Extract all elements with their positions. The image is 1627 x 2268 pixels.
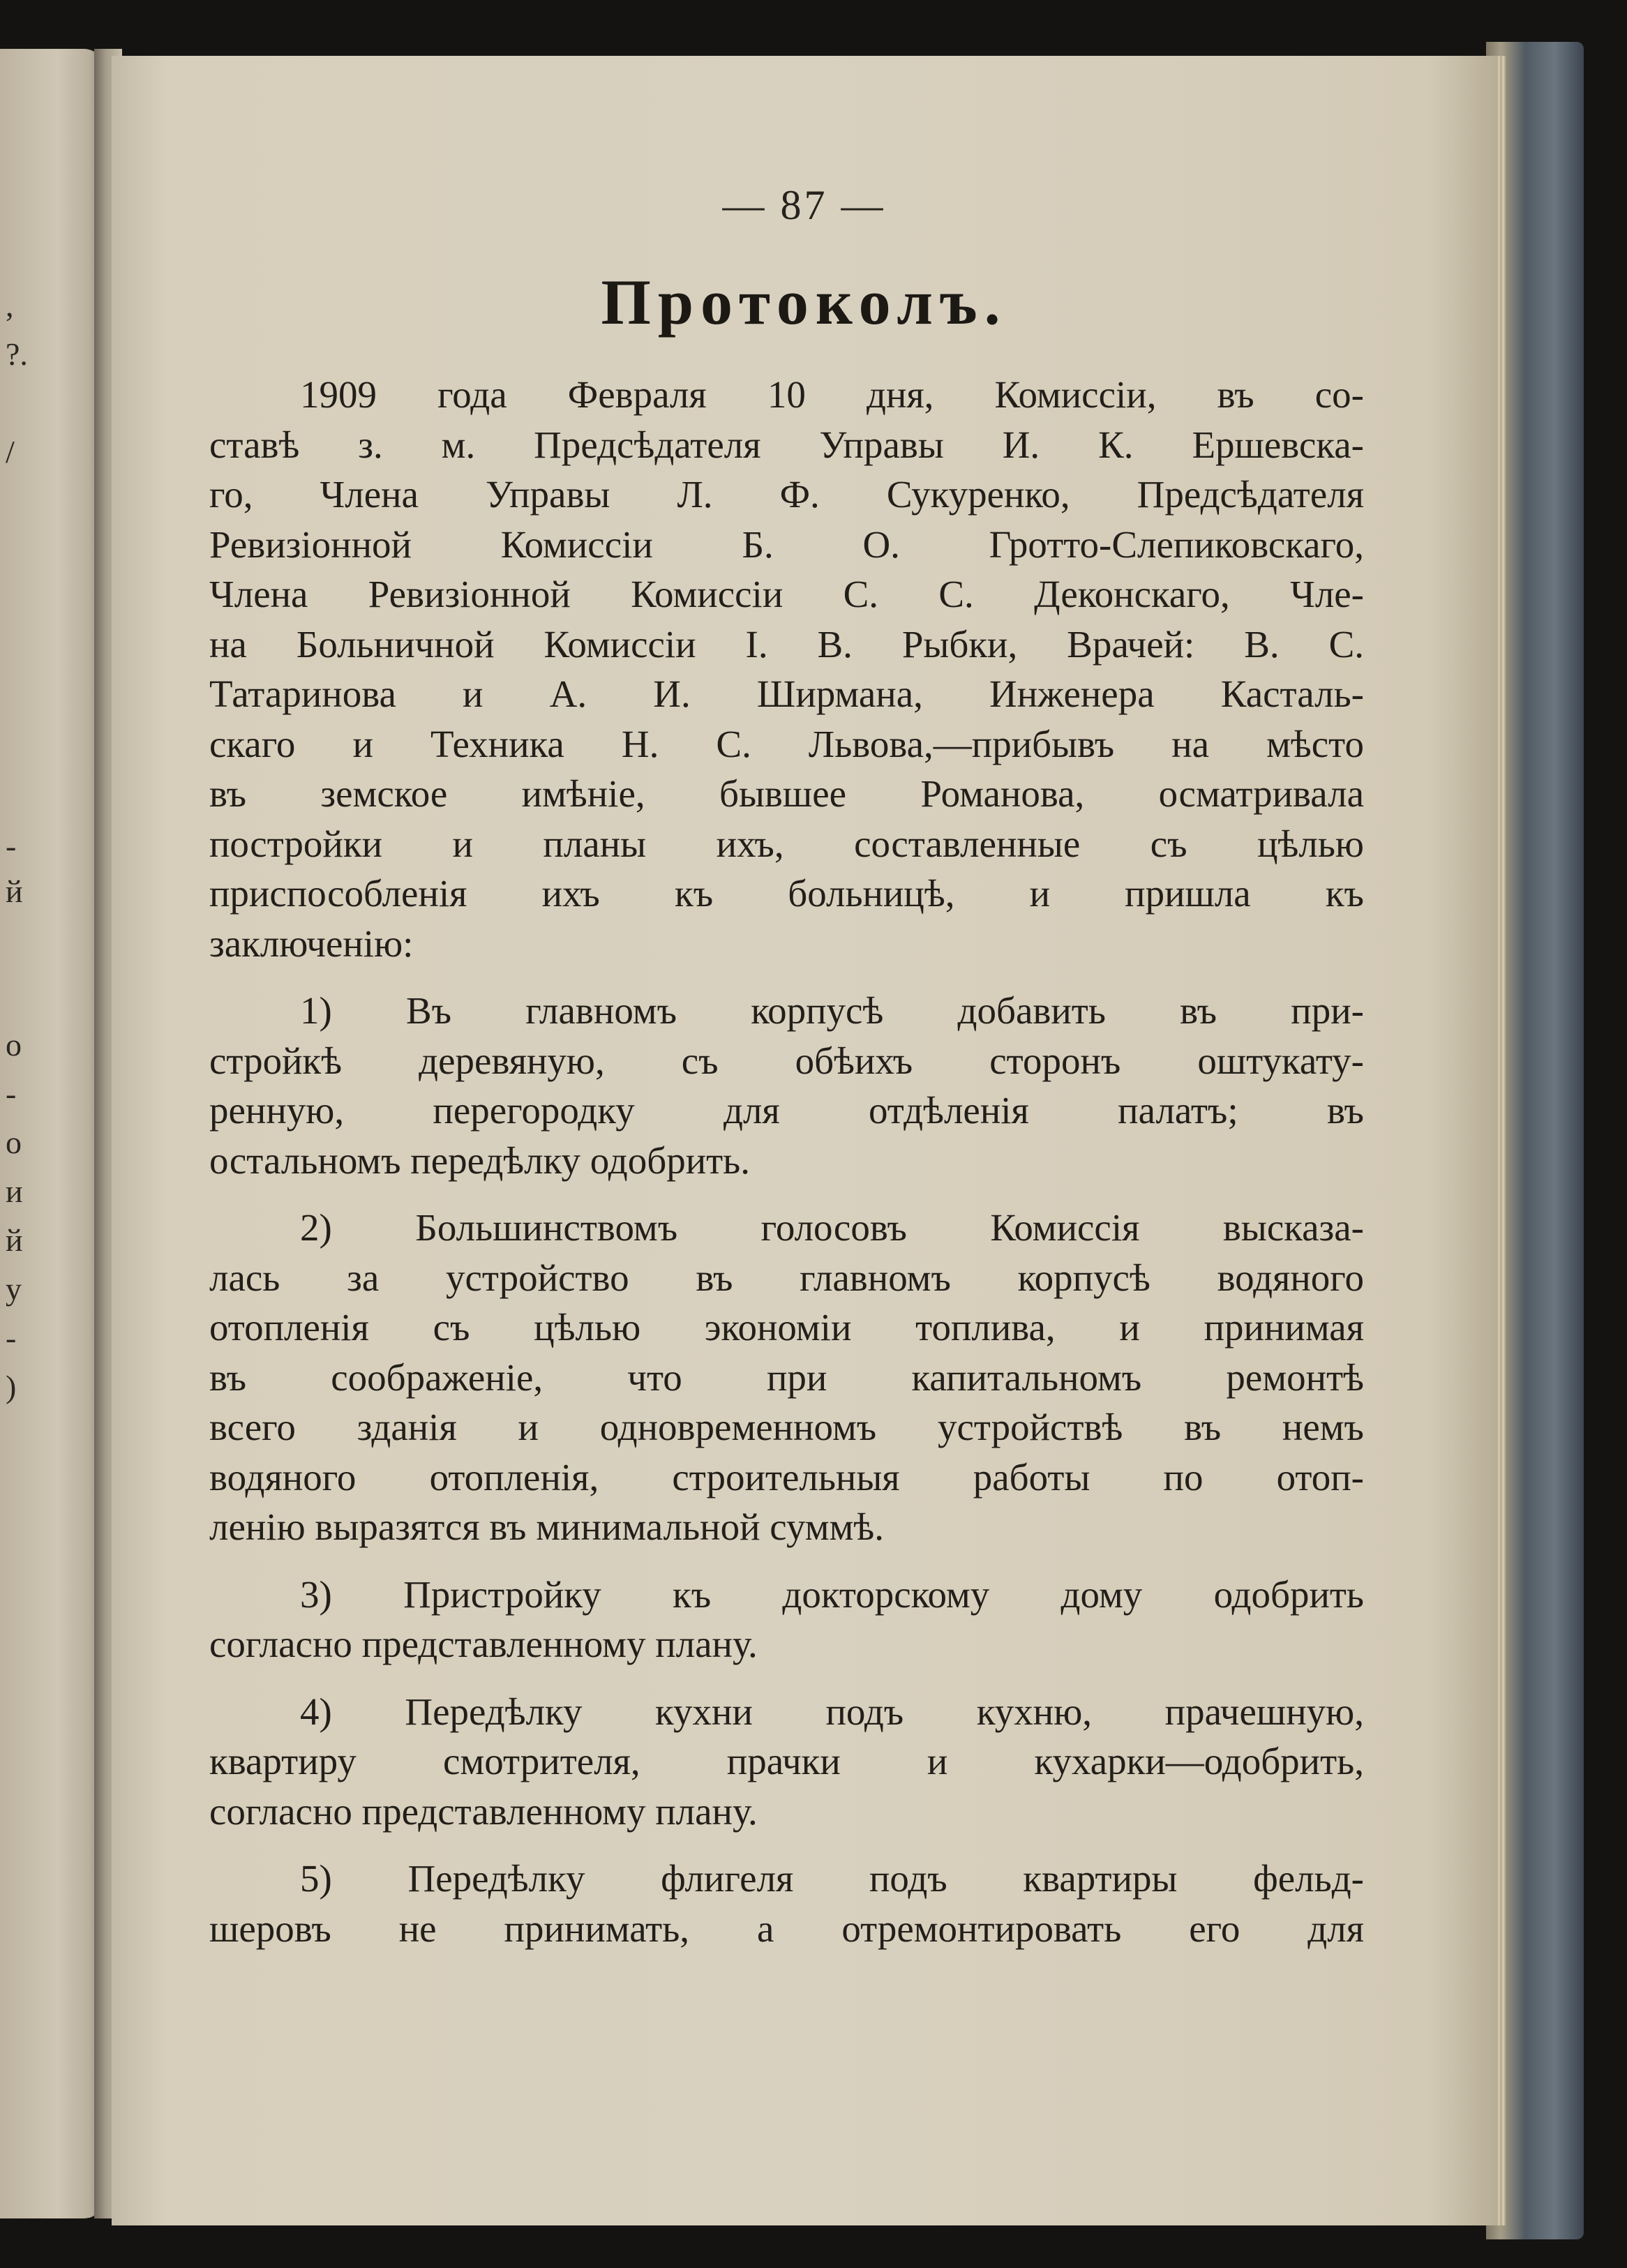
- left-page-glyph: -: [6, 1076, 17, 1111]
- text-line: ставѣ з. м. Предсѣдателя Управы И. К. Ершевска-: [209, 423, 1364, 466]
- text-line: ренную, перегородку для отдѣленія палатъ; въ: [209, 1089, 1364, 1132]
- left-page-glyph: й: [6, 873, 23, 909]
- left-page-glyph: -: [6, 828, 17, 864]
- text-line: водяного отопленія, строительныя работы по отоп-: [209, 1455, 1364, 1499]
- left-page-glyph: и: [6, 1173, 23, 1209]
- left-page-glyph: ,: [6, 287, 14, 323]
- left-page-glyph: о: [6, 1027, 22, 1062]
- text-line: Члена Ревизіонной Комиссіи С. С. Деконскаго, Чле-: [209, 573, 1364, 615]
- left-page-glyph: о: [6, 1125, 22, 1160]
- left-page-glyph: й: [6, 1222, 23, 1258]
- text-line: лась за устройство въ главномъ корпусѣ водяного: [209, 1256, 1364, 1299]
- text-line: остальномъ передѣлку одобрить.: [209, 1139, 750, 1182]
- text-line: отопленія съ цѣлью экономіи топлива, и принимая: [209, 1306, 1364, 1349]
- text-line: согласно представленному плану.: [209, 1623, 758, 1665]
- text-line: Татаринова и А. И. Ширмана, Инженера Касталь-: [209, 673, 1364, 715]
- paragraph-item-1: [209, 986, 1364, 1185]
- text-line: заключенію:: [209, 922, 414, 965]
- text-line: 4) Передѣлку кухни подъ кухню, прачешную,: [300, 1690, 1364, 1733]
- text-line: Ревизіонной Комиссіи Б. О. Гротто-Слепиковскаго,: [209, 523, 1364, 566]
- left-page-glyph: у: [6, 1271, 22, 1307]
- paragraph-item-3: [209, 1570, 1364, 1669]
- text-line: квартиру смотрителя, прачки и кухарки—одобрить,: [209, 1740, 1364, 1782]
- text-line: всего зданія и одновременномъ устройствѣ въ немъ: [209, 1406, 1364, 1448]
- text-line: 1909 года Февраля 10 дня, Комиссіи, въ со-: [300, 373, 1364, 416]
- left-page-glyph: /: [6, 434, 15, 470]
- book-page: [112, 56, 1497, 2225]
- text-line: 5) Передѣлку флигеля подъ квартиры фельд-: [300, 1857, 1364, 1900]
- previous-page-fragment: [0, 49, 105, 2218]
- text-line: ленію выразятся въ минимальной суммѣ.: [209, 1505, 884, 1548]
- text-line: въ земское имѣніе, бывшее Романова, осматривала: [209, 772, 1364, 815]
- paragraph-item-4: [209, 1687, 1364, 1837]
- text-line: скаго и Техника Н. С. Львова,—прибывъ на мѣсто: [209, 722, 1364, 765]
- text-line: стройкѣ деревяную, съ обѣихъ сторонъ оштукату-: [209, 1039, 1364, 1082]
- text-line: 1) Въ главномъ корпусѣ добавить въ при-: [300, 989, 1364, 1032]
- text-line: шеровъ не принимать, а отремонтировать его для: [209, 1907, 1364, 1950]
- paragraph-item-2: [209, 1203, 1364, 1552]
- text-line: согласно представленному плану.: [209, 1789, 758, 1833]
- paragraph-intro: [209, 370, 1364, 968]
- text-line: на Больничной Комиссіи I. В. Рыбки, Врачей: В. С.: [209, 622, 1364, 666]
- text-line: въ соображеніе, что при капитальномъ ремонтѣ: [209, 1355, 1364, 1399]
- page-number: — 87 —: [722, 182, 886, 228]
- left-page-glyph: ?.: [6, 336, 28, 372]
- text-line: приспособленія ихъ къ больницѣ, и пришла къ: [209, 872, 1364, 915]
- paragraph-item-5: [209, 1854, 1364, 1953]
- protocol-body: [209, 370, 1364, 1953]
- document-title: Протоколъ.: [601, 266, 1007, 338]
- text-line: постройки и планы ихъ, составленные съ цѣлью: [209, 822, 1364, 865]
- text-line: 3) Пристройку къ докторскому дому одобрить: [300, 1572, 1364, 1616]
- text-line: го, Члена Управы Л. Ф. Сукуренко, Предсѣдателя: [209, 473, 1364, 516]
- left-page-glyph: ): [6, 1369, 17, 1404]
- text-line: 2) Большинствомъ голосовъ Комиссія высказа-: [300, 1206, 1364, 1249]
- left-page-glyph: -: [6, 1320, 17, 1355]
